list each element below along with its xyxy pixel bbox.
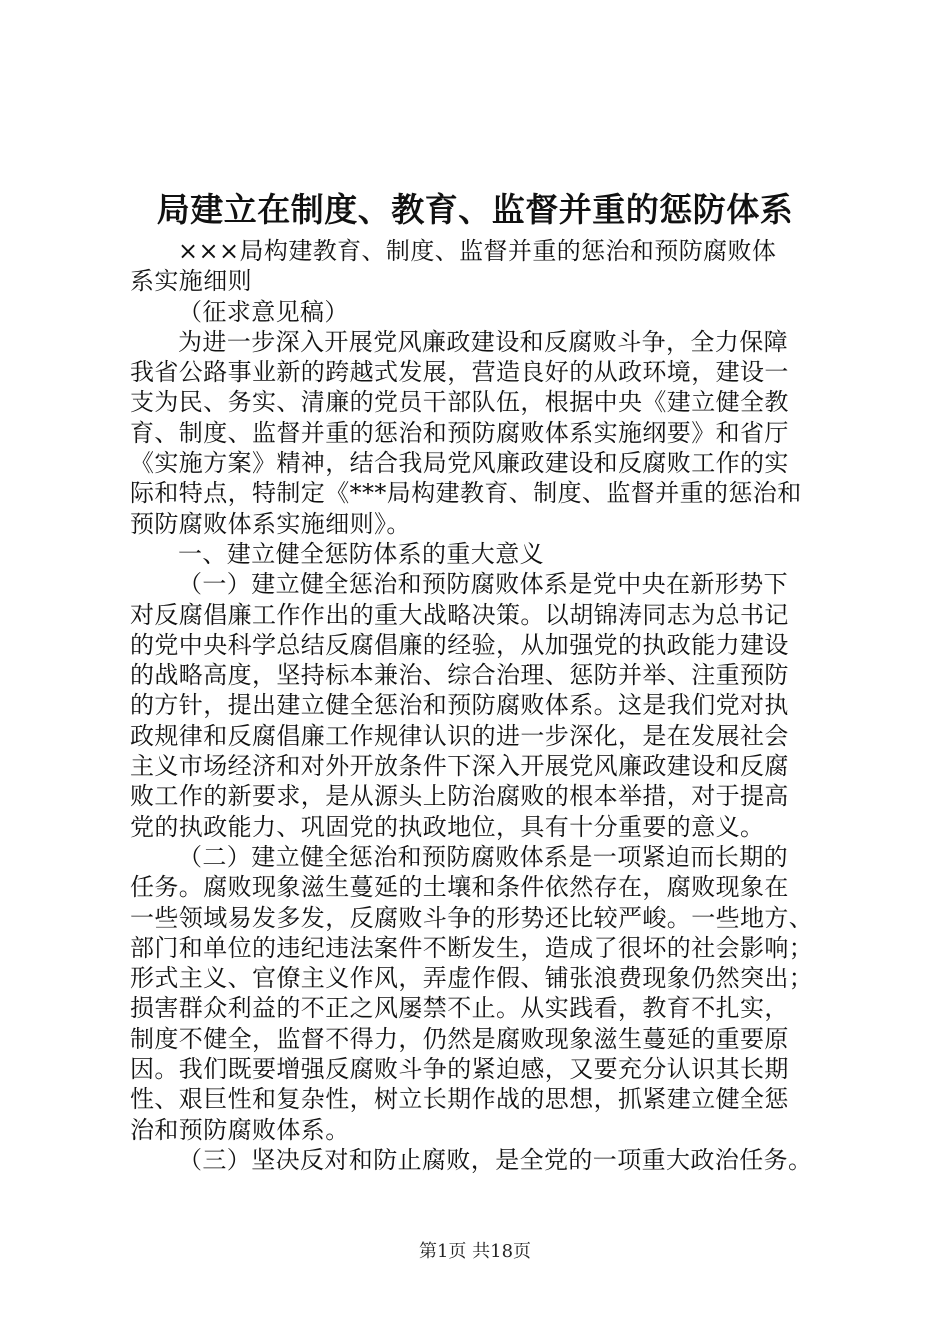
- body-line: 系实施细则: [130, 267, 252, 296]
- body-line: 为进一步深入开展党风廉政建设和反腐败斗争，全力保障: [178, 327, 788, 356]
- body-line: 对反腐倡廉工作作出的重大战略决策。以胡锦涛同志为总书记: [130, 600, 789, 629]
- body-line: 形式主义、官僚主义作风，弄虚作假、铺张浪费现象仍然突出；: [130, 964, 814, 993]
- body-line: 的党中央科学总结反腐倡廉的经验，从加强党的执政能力建设: [130, 630, 789, 659]
- body-line: ×××局构建教育、制度、监督并重的惩治和预防腐败体: [178, 237, 777, 265]
- body-line: 主义市场经济和对外开放条件下深入开展党风廉政建设和反腐: [130, 752, 789, 781]
- body-line: 《实施方案》精神，结合我局党风廉政建设和反腐败工作的实: [130, 449, 789, 478]
- body-line: （二）建立健全惩治和预防腐败体系是一项紧迫而长期的: [178, 842, 788, 871]
- body-line: 的战略高度，坚持标本兼治、综合治理、惩防并举、注重预防: [130, 661, 789, 690]
- body-line: 一些领域易发多发，反腐败斗争的形势还比较严峻。一些地方、: [130, 903, 814, 932]
- document-body: [130, 236, 830, 1175]
- body-line: 我省公路事业新的跨越式发展，营造良好的从政环境，建设一: [130, 358, 789, 387]
- body-line: 损害群众利益的不正之风屡禁不止。从实践看，教育不扎实，: [130, 994, 789, 1023]
- body-line: 性、艰巨性和复杂性，树立长期作战的思想，抓紧建立健全惩: [130, 1085, 789, 1114]
- body-line: （征求意见稿）: [178, 297, 349, 326]
- body-line: 制度不健全，监督不得力，仍然是腐败现象滋生蔓延的重要原: [130, 1024, 789, 1053]
- body-line: 政规律和反腐倡廉工作规律认识的进一步深化，是在发展社会: [130, 721, 789, 750]
- body-line: 部门和单位的违纪违法案件不断发生，造成了很坏的社会影响；: [130, 933, 814, 962]
- document-title: 局建立在制度、教育、监督并重的惩防体系: [156, 190, 794, 229]
- section-heading: 一、建立健全惩防体系的重大意义: [178, 539, 544, 568]
- body-line: 育、制度、监督并重的惩治和预防腐败体系实施纲要》和省厅: [130, 418, 789, 447]
- body-line: 党的执政能力、巩固党的执政地位，具有十分重要的意义。: [130, 812, 765, 841]
- body-line: 支为民、务实、清廉的党员干部队伍，根据中央《建立健全教: [130, 388, 789, 417]
- body-line: 任务。腐败现象滋生蔓延的土壤和条件依然存在，腐败现象在: [130, 873, 789, 902]
- body-line: （一）建立健全惩治和预防腐败体系是党中央在新形势下: [178, 570, 788, 599]
- body-line: （三）坚决反对和防止腐败，是全党的一项重大政治任务。: [178, 1145, 813, 1174]
- body-line: 败工作的新要求，是从源头上防治腐败的根本举措，对于提高: [130, 782, 789, 811]
- body-line: 因。我们既要增强反腐败斗争的紧迫感，又要充分认识其长期: [130, 1055, 789, 1084]
- body-line: 治和预防腐败体系。: [130, 1115, 350, 1144]
- body-line: 的方针，提出建立健全惩治和预防腐败体系。这是我们党对执: [130, 691, 789, 720]
- page-number-footer: 第1页 共18页: [418, 1241, 532, 1262]
- body-line: 预防腐败体系实施细则》。: [130, 509, 411, 538]
- body-line: 际和特点，特制定《***局构建教育、制度、监督并重的惩治和: [130, 479, 802, 508]
